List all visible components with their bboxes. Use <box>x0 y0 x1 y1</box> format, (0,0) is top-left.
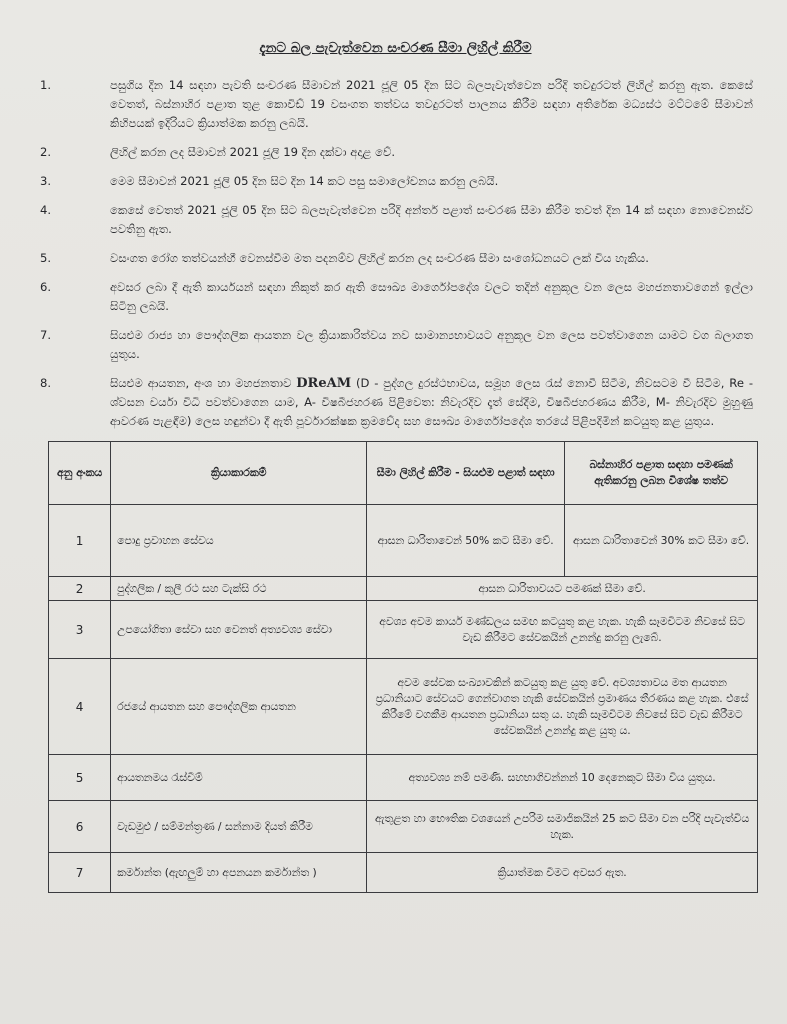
paragraph-2 <box>38 143 753 162</box>
row-number: 3 <box>49 601 111 659</box>
table-row <box>49 659 758 755</box>
row-number: 5 <box>49 755 111 801</box>
table-row <box>49 755 758 801</box>
paragraph-text: වසංගත රෝග තත්වයන්හී වෙනස්වීම මත පදනම්ව ලිහිල් කරන ලද සංචරණ සීමා සංශෝධනයට ලක් විය හැකිය. <box>110 251 649 265</box>
table-row <box>49 801 758 853</box>
table-header-row <box>49 442 758 505</box>
row-merged-condition: අත්‍යවශ්‍ය නම් පමණි. සහභාගිවන්නන් 10 දෙනෙකුට සීමා විය යුතුය. <box>367 755 758 801</box>
row-number: 2 <box>49 577 111 601</box>
paragraph-number: 2. <box>40 145 52 159</box>
row-number: 6 <box>49 801 111 853</box>
table-row <box>49 601 758 659</box>
row-activity: උපයෝගිතා සේවා සහ වෙනත් අත්‍යවශ්‍ය සේවා <box>111 601 367 659</box>
dream-acronym: DReAM <box>296 376 352 391</box>
header-all-provinces: සීමා ලිහිල් කිරීම - සියළුම පළාත් සඳහා <box>367 442 565 505</box>
row-activity: පුද්ගලික / කුලී රථ සහ ටැක්සි රථ <box>111 577 367 601</box>
row-merged-condition: ඇතුළත හා භෞතික වශයෙන් උපරිම සමාජිකයින් 25 කට සීමා වන පරිදි පැවැත්විය හැක. <box>367 801 758 853</box>
row-activity: පොදු ප්‍රවාහන සේවය <box>111 505 367 577</box>
paragraph-number: 3. <box>40 174 52 188</box>
paragraph-4 <box>38 201 753 239</box>
paragraph-text: පසුගිය දින 14 සඳහා පැවති සංචරණ සීමාවන් 2021 ජූලි 05 දින සිට බලපැවැත්වෙන පරිදි තවදුරටත් ලිහිල් කරනු ඇත. කෙසේ වෙතත්, බස්නාහිර පළාත තුළ කොවිඩ් 19 වසංගත තත්වය තවදුරටත් පාලනය කිරීම සඳහා අතිරේක මධ්‍යස්ථ මට්ටමේ සීමාවන් කිහිපයක් ඉදිරියට ක්‍රියාත්මක කරනු ලබයි. <box>110 78 753 130</box>
table-row <box>49 577 758 601</box>
row-western-province: ආසන ධාරිතාවෙන් 30% කට සීමා වේ. <box>565 505 758 577</box>
paragraph-1 <box>38 76 753 133</box>
header-western-province: බස්නාහිර පළාත සඳහා පමණක් ඇතිකරනු ලබන විශේෂ තත්ව <box>565 442 758 505</box>
paragraph-text: ලිහිල් කරන ලද සීමාවන් 2021 ජූලි 19 දින දක්වා අදාළ වේ. <box>110 145 396 159</box>
row-activity: කර්මාන්ත (ඇඟලුම් හා අපනයන කර්මාන්ත ) <box>111 853 367 893</box>
paragraph-5 <box>38 249 753 268</box>
row-activity: ආයතනමය රැස්වීම් <box>111 755 367 801</box>
paragraph-text: සියළුම රාජ්‍ය හා පෞද්ගලික ආයතන වල ක්‍රියාකාරිත්වය නව සාමාන්‍යභාවයට අනුකූල වන ලෙස පවත්වාගෙන යාමට වග බලාගත යුතුය. <box>110 328 753 361</box>
paragraph-8-lead: සියළුම ආයතන, අංශ හා මහජනතාව <box>110 376 292 390</box>
header-number: අනු අංකය <box>49 442 111 505</box>
row-activity: රජයේ ආයතන සහ පෞද්ගලික ආයතන <box>111 659 367 755</box>
paragraph-text: කෙසේ වෙතත් 2021 ජූලි 05 දින සිට බලපැවැත්වෙන පරිදි අන්තර් පළාත් සංචරණ සීමා කිරීම තවත් දින 14 ක් සඳහා නොවෙනස්ව පවතිනු ඇත. <box>110 203 753 236</box>
paragraph-8-body: (D - පුද්ගල දුරස්ථභාවය, සමූහ ලෙස රැස් නොවී සිටීම, නිවසටම වී සිටීම, Re - ශ්වසන චර්යා විධි පවත්වාගෙන යාම, A- විෂබීජහරණ පිළිවෙත: නිවැරදිව දෑත් සේදීම, විෂබීජහරණය කිරීම, M- නිවැරදිව මුහුණු ආවරණ පැළඳීම) ලෙස හඳුන්වා දී ඇති පූර්වාරක්ෂක ක්‍රමවේද සහ සෞඛ්‍ය මාර්ගෝපදේශ තරයේ පිළිපදිමින් කටයුතු කළ යුතුය. <box>110 376 753 428</box>
paragraph-text: අවසර ලබා දී ඇති කාර්යයන් සඳහා නිකුත් කර ඇති සෞඛ්‍ය මාර්ගෝපදේශ වලට තදින් අනුකූල වන ලෙස මහජනතාවගෙන් ඉල්ලා සිටිනු ලබයි. <box>110 280 753 313</box>
row-all-provinces: ආසන ධාරිතාවෙන් 50% කට සීමා වේ. <box>367 505 565 577</box>
paragraph-text <box>110 374 753 431</box>
paragraph-number: 8. <box>40 376 52 390</box>
table-row <box>49 853 758 893</box>
paragraph-number: 6. <box>40 280 52 294</box>
paragraph-number: 4. <box>40 203 52 217</box>
row-number: 1 <box>49 505 111 577</box>
row-number: 7 <box>49 853 111 893</box>
paragraph-number: 5. <box>40 251 52 265</box>
paragraph-number: 7. <box>40 328 52 342</box>
paragraph-7 <box>38 326 753 364</box>
row-merged-condition: ආසන ධාරිතාවයට පමණක් සීමා වේ. <box>367 577 758 601</box>
header-activities: ක්‍රියාකාරකම් <box>111 442 367 505</box>
paragraph-number: 1. <box>40 78 52 92</box>
paragraph-6 <box>38 278 753 316</box>
paragraph-text: මෙම සීමාවන් 2021 ජූලි 05 දින සිට දින 14 කට පසු සමාලෝචනය කරනු ලබයි. <box>110 174 499 188</box>
row-activity: වැඩමුළු / සම්මන්ත්‍රණ / සන්නාම දියත් කිරීම <box>111 801 367 853</box>
paragraph-3 <box>38 172 753 191</box>
row-merged-condition: ක්‍රියාත්මක වීමට අවසර ඇත. <box>367 853 758 893</box>
row-merged-condition: අවශ්‍ය අවම කාර්ය මණ්ඩලය සමඟ කටයුතු කළ හැක. හැකි සෑමවිටම නිවසේ සිට වැඩ කිරීමට සේවකයින් උනන්දු කරනු ලැබේ. <box>367 601 758 659</box>
table-row <box>49 505 758 577</box>
row-number: 4 <box>49 659 111 755</box>
restrictions-table <box>48 441 758 893</box>
document-title: දැනට බල පැවැත්වෙන සංචරණ සීමා ලිහිල් කිරීම <box>259 40 532 56</box>
paragraph-8 <box>38 374 753 431</box>
row-merged-condition: අවම සේවක සංඛ්‍යාවකින් කටයුතු කළ යුතු වේ. අවශ්‍යතාවය මත ආයතන ප්‍රධානියාට සේවයට ගෙන්වාගත හැකි සේවකයින් ප්‍රමාණය තීරණය කළ හැක. එසේ කිරීමේ වගකීම ආයතන ප්‍රධානියා සතු ය. හැකි සෑමවිටම නිවසේ සිට වැඩ කිරීමට සේවකයින් උනන්දු කළ යුතු ය. <box>367 659 758 755</box>
